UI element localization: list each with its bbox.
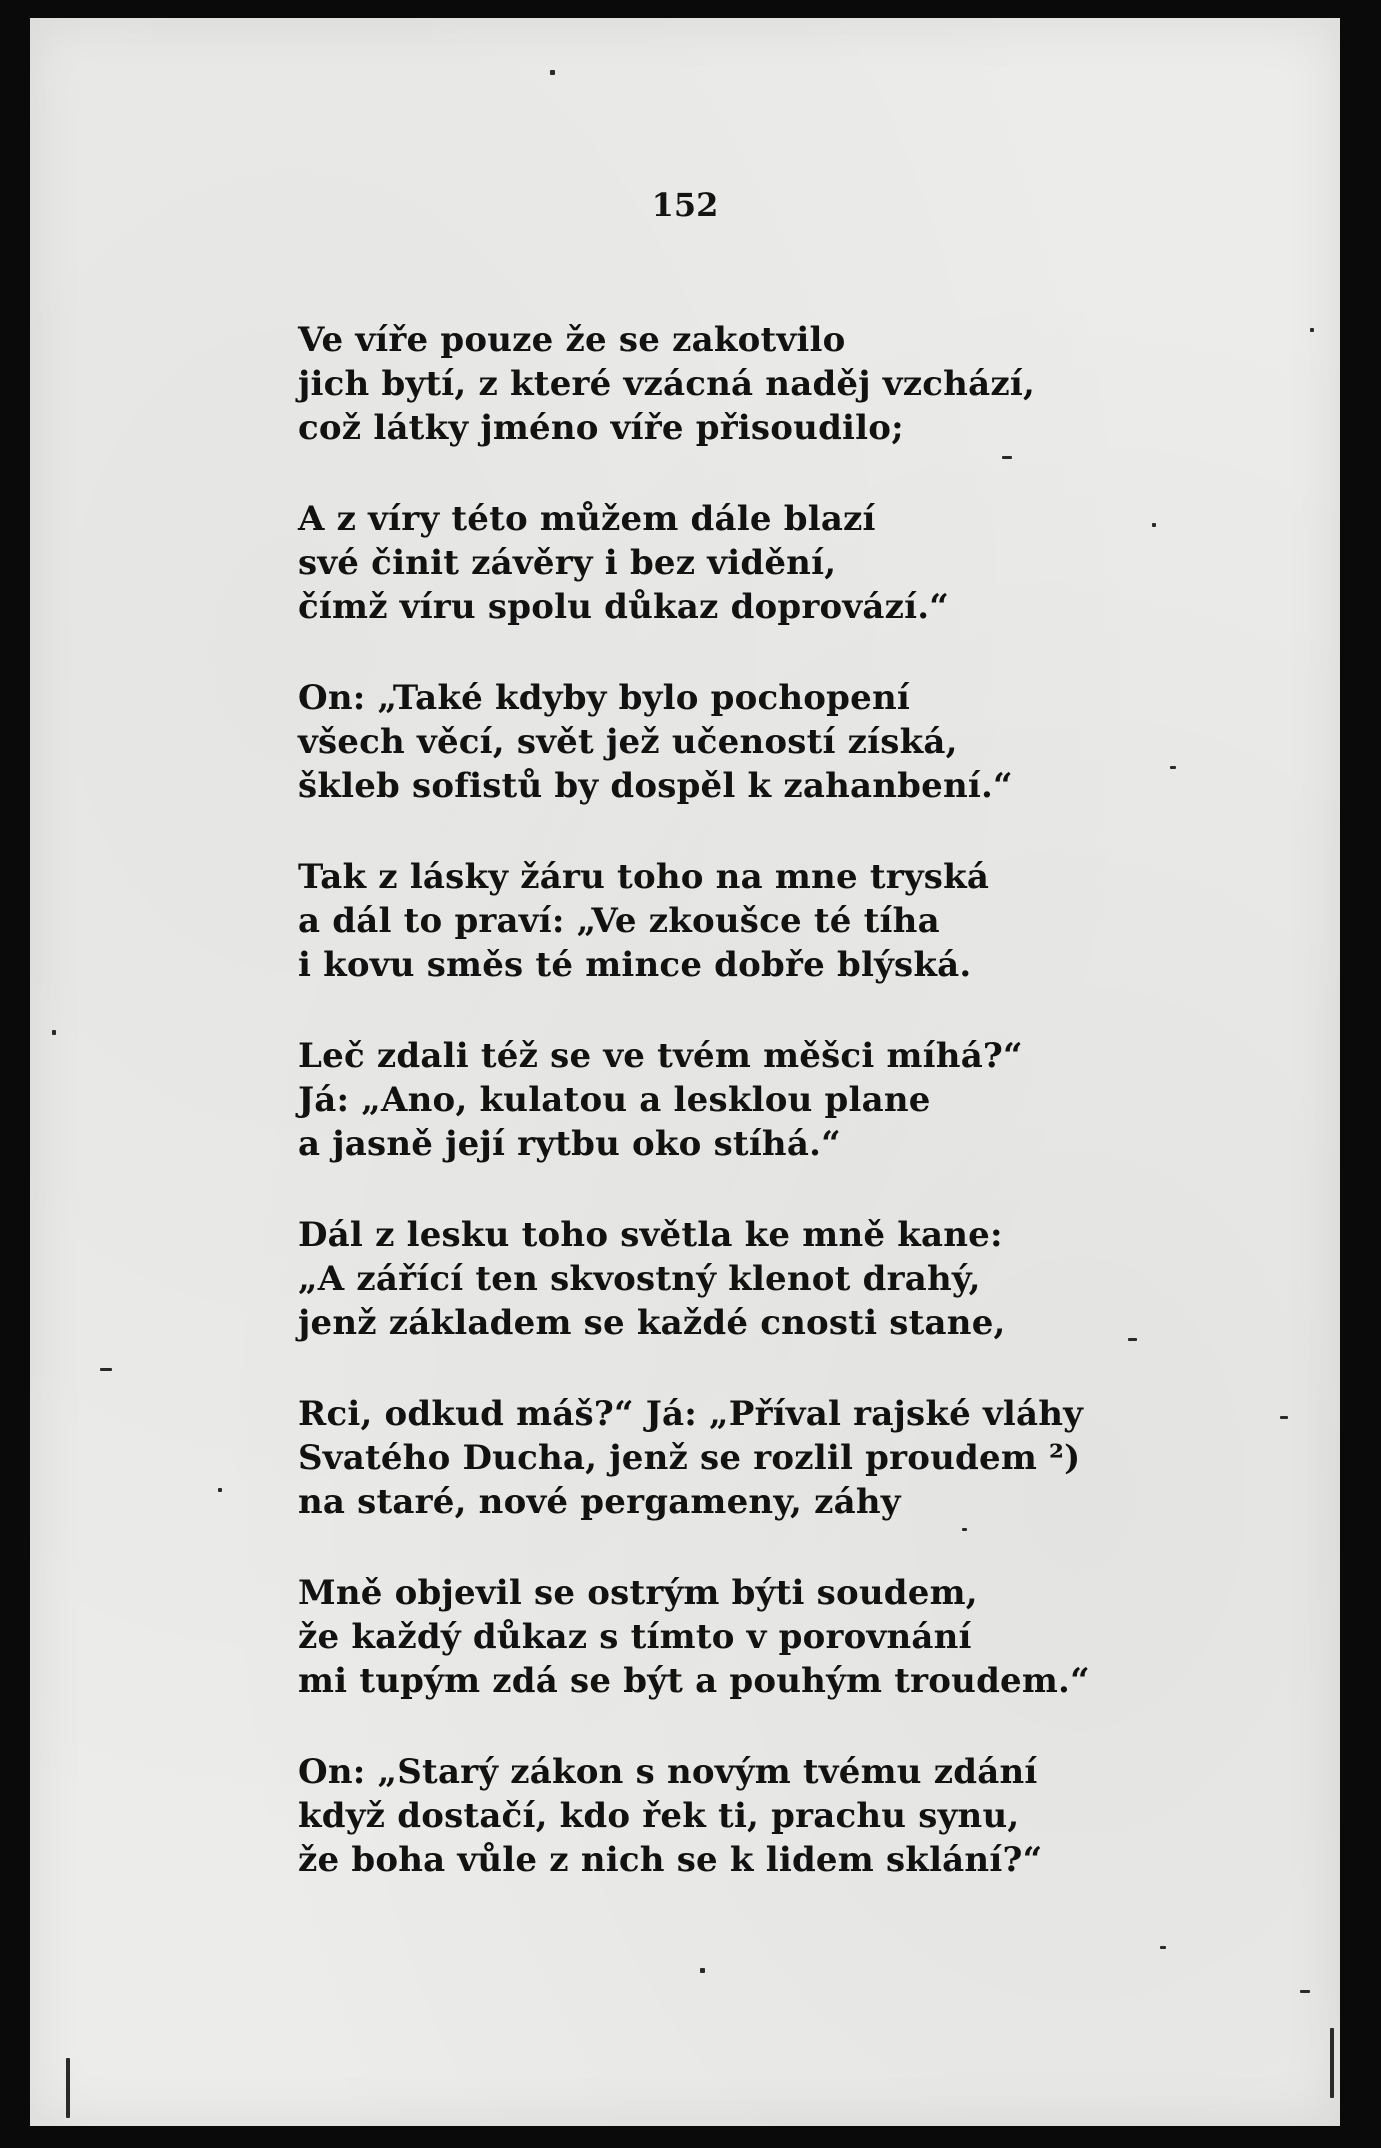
stanza [298, 1034, 1318, 1166]
verse-line: mi tupým zdá se být a pouhým troudem.“ [298, 1661, 1090, 1701]
book-page [30, 18, 1340, 2126]
scan-speck [550, 70, 555, 75]
stanza [298, 497, 1318, 629]
verse-line: když dostačí, kdo řek ti, prachu synu, [298, 1796, 1020, 1836]
verse-line: škleb sofistů by dospěl k zahanbení.“ [298, 766, 1013, 806]
scan-speck [700, 1968, 705, 1973]
verse-line: všech věcí, svět jež učeností získá, [298, 722, 958, 762]
stanza [298, 1571, 1318, 1703]
verse-line: „A zářící ten skvostný klenot drahý, [298, 1259, 981, 1299]
verse-line: své činit závěry i bez vidění, [298, 543, 837, 583]
verse-line: Dál z lesku toho světla ke mně kane: [298, 1215, 1003, 1255]
verse-line: Rci, odkud máš?“ Já: „Příval rajské vláhy [298, 1394, 1084, 1434]
scan-speck [1310, 328, 1314, 332]
verse-line: A z víry této můžem dále blazí [298, 499, 876, 539]
verse-line: i kovu směs té mince dobře blýská. [298, 945, 972, 985]
stanza [298, 676, 1318, 808]
verse-line: a dál to praví: „Ve zkoušce té tíha [298, 901, 940, 941]
scan-speck [1152, 523, 1156, 527]
scan-speck [1280, 1416, 1288, 1419]
scan-speck [1330, 2028, 1334, 2098]
scan-speck [1002, 456, 1012, 459]
scan-speck [1300, 1990, 1310, 1993]
page-number: 152 [651, 186, 719, 224]
verse-line: Tak z lásky žáru toho na mne tryská [298, 857, 990, 897]
verse-line: Já: „Ano, kulatou a lesklou plane [298, 1080, 931, 1120]
scan-speck [218, 1488, 222, 1492]
stanza [298, 1392, 1318, 1524]
scan-speck [1128, 1338, 1137, 1341]
verse-line: a jasně její rytbu oko stíhá.“ [298, 1124, 841, 1164]
scan-speck [100, 1368, 112, 1371]
scan-speck [1170, 766, 1176, 769]
stanza [298, 1750, 1318, 1882]
verse-line: Leč zdali též se ve tvém měšci míhá?“ [298, 1036, 1023, 1076]
verse-line: On: „Také kdyby bylo pochopení [298, 678, 911, 718]
verse-line: Ve víře pouze že se zakotvilo [298, 320, 846, 360]
stanza [298, 318, 1318, 450]
stanza [298, 1213, 1318, 1345]
verse-line: Svatého Ducha, jenž se rozlil proudem ²) [298, 1438, 1081, 1478]
verse-line: což látky jméno víře přisoudilo; [298, 408, 904, 448]
verse-line: čímž víru spolu důkaz doprovází.“ [298, 587, 949, 627]
poem-text [298, 318, 1318, 1929]
stanza [298, 855, 1318, 987]
verse-line: jenž základem se každé cnosti stane, [298, 1303, 1006, 1343]
verse-line: na staré, nové pergameny, záhy [298, 1482, 901, 1522]
verse-line: On: „Starý zákon s novým tvému zdání [298, 1752, 1038, 1792]
scan-speck [66, 2058, 70, 2118]
scan-speck [1160, 1946, 1166, 1949]
verse-line: že každý důkaz s tímto v porovnání [298, 1617, 972, 1657]
verse-line: jich bytí, z které vzácná naděj vzchází, [298, 364, 1035, 404]
scan-speck [962, 1528, 967, 1531]
verse-line: že boha vůle z nich se k lidem sklání?“ [298, 1840, 1043, 1880]
verse-line: Mně objevil se ostrým býti soudem, [298, 1573, 978, 1613]
scan-speck [52, 1030, 56, 1035]
